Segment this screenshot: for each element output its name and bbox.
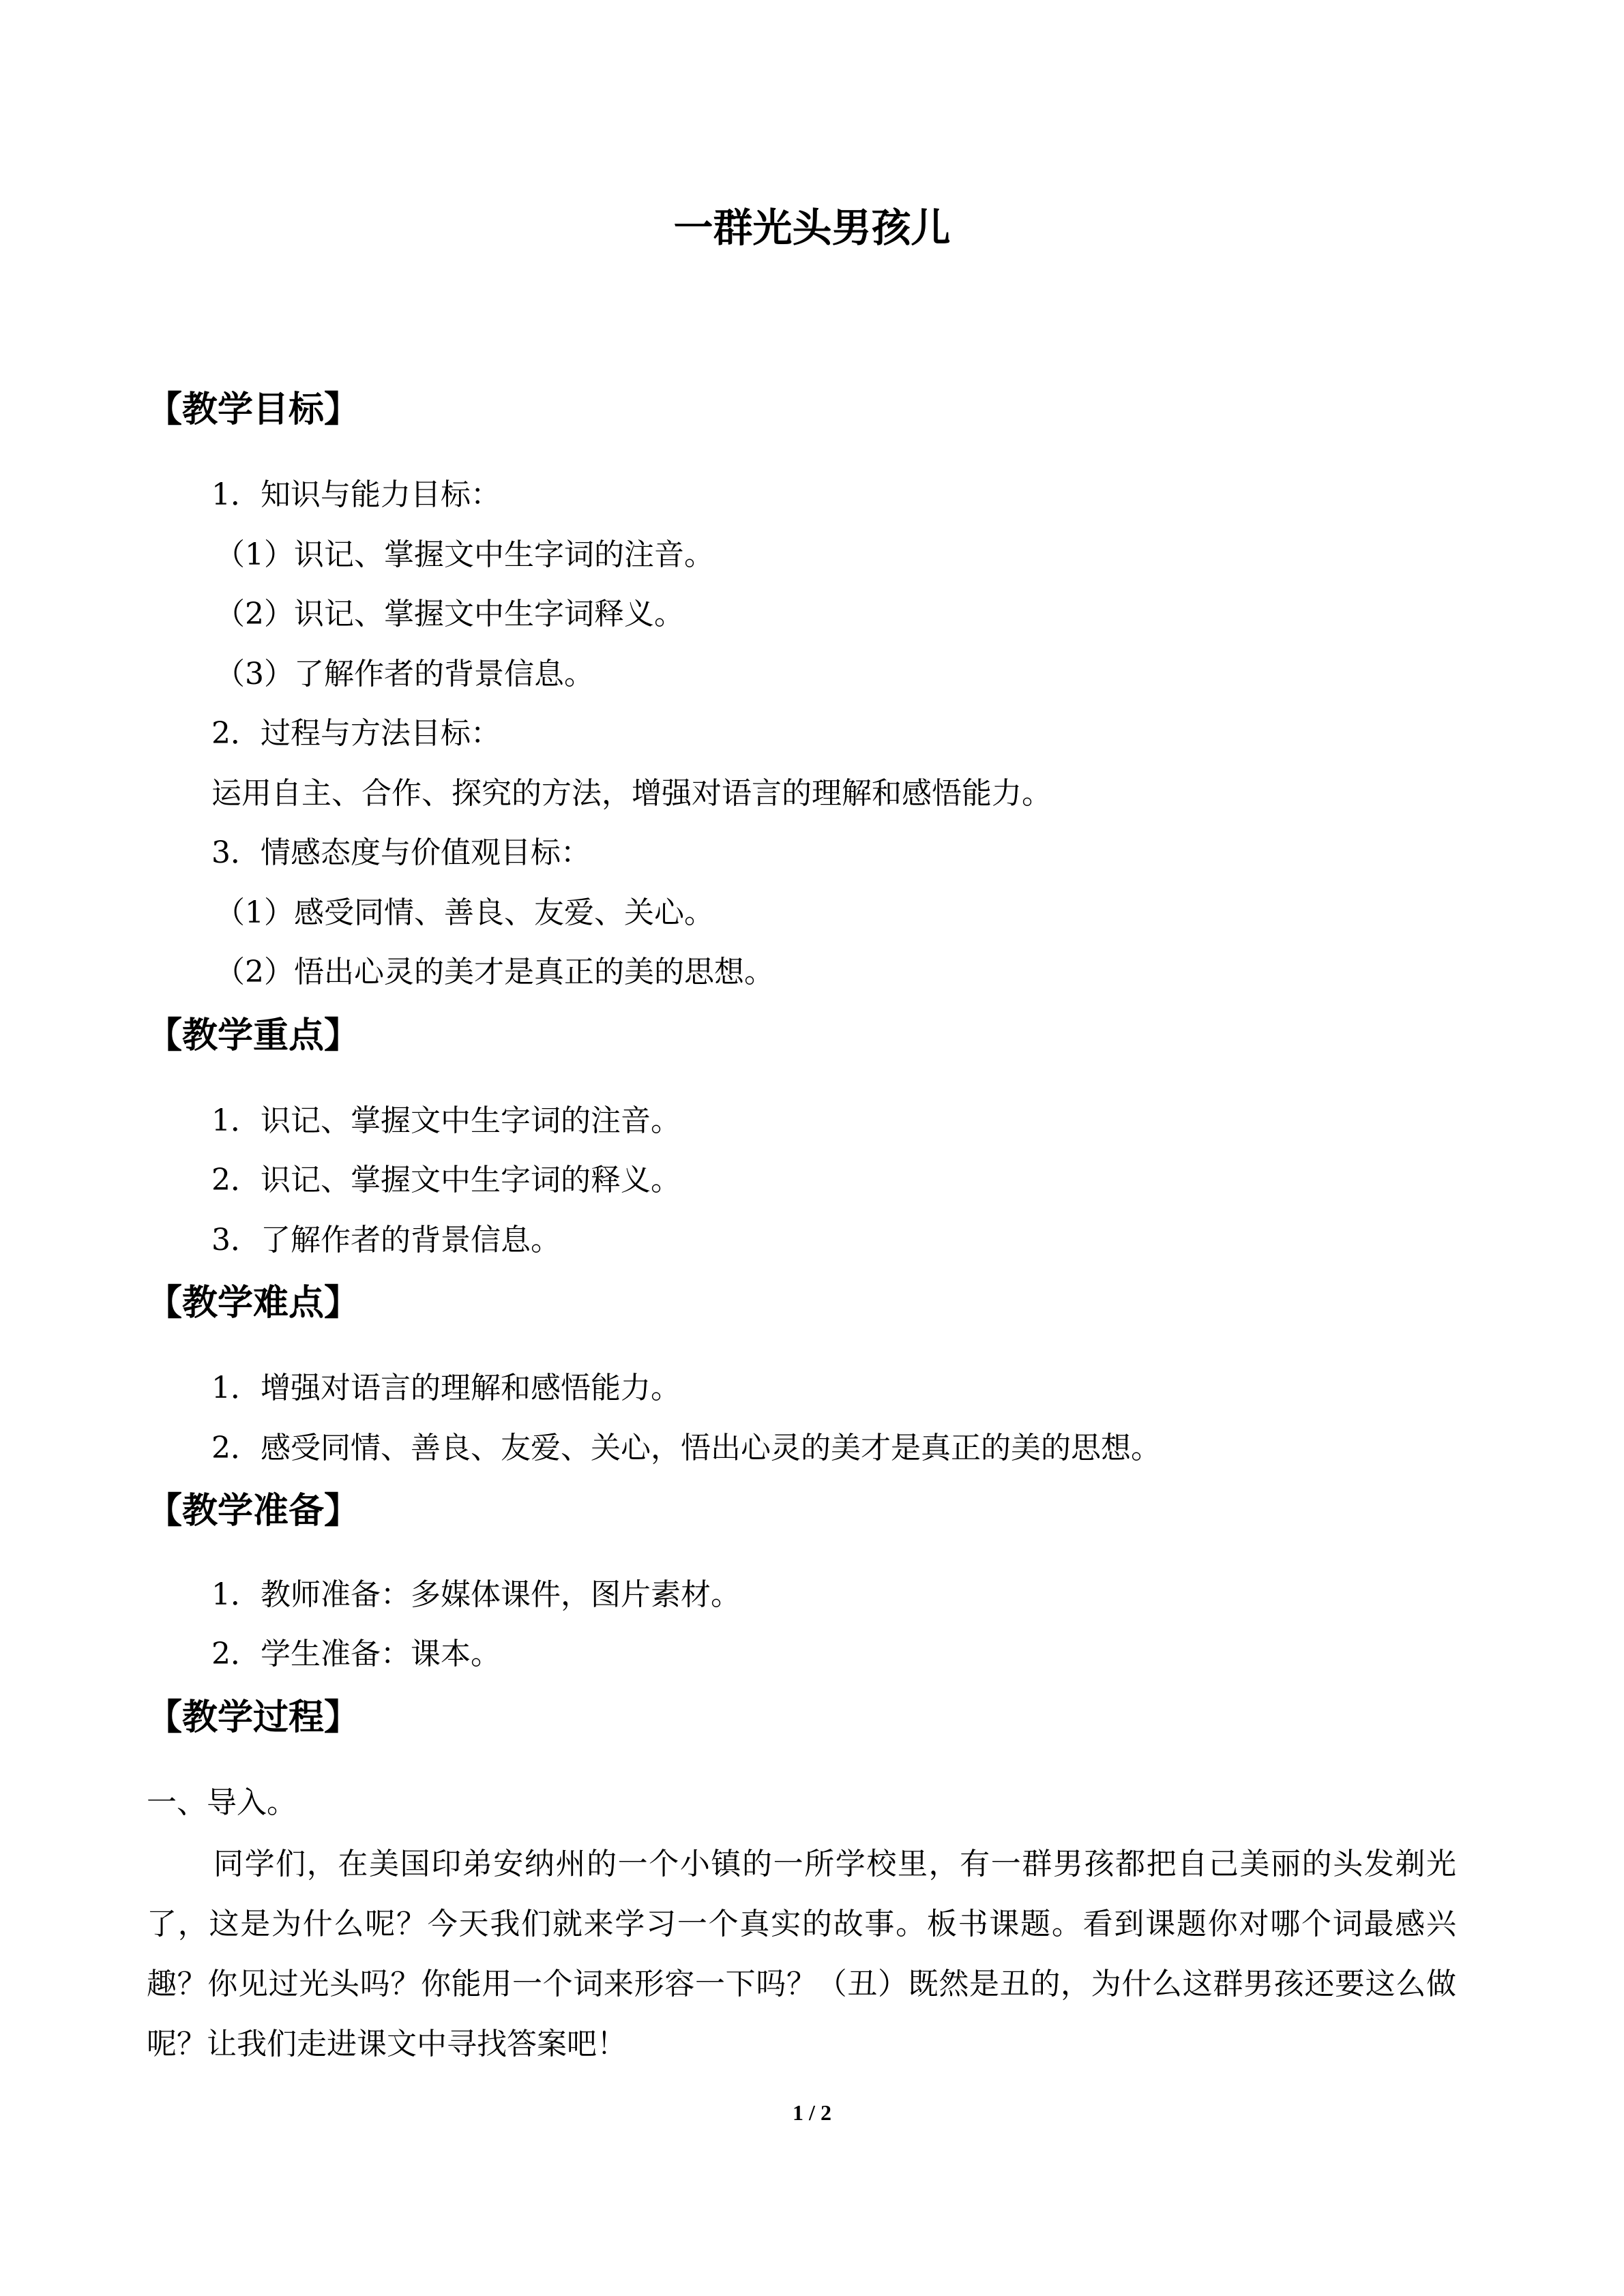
section-heading-difficulties: 【教学难点】 <box>147 1282 360 1324</box>
section-heading-key-points: 【教学重点】 <box>147 1015 360 1056</box>
section-heading-preparation: 【教学准备】 <box>147 1490 360 1532</box>
list-item: 1．教师准备：多媒体课件，图片素材。 <box>211 1577 741 1612</box>
list-item: 运用自主、合作、探究的方法，增强对语言的理解和感悟能力。 <box>211 776 1052 811</box>
page-number: 1 / 2 <box>793 2100 831 2125</box>
list-item: （2）悟出心灵的美才是真正的美的思想。 <box>215 955 774 989</box>
list-item: 2．学生准备：课本。 <box>211 1637 501 1671</box>
list-item: 1．知识与能力目标： <box>211 477 501 512</box>
list-item: 2．过程与方法目标： <box>211 716 501 751</box>
list-item: 1．增强对语言的理解和感悟能力。 <box>211 1371 681 1405</box>
list-item: 1．识记、掌握文中生字词的注音。 <box>211 1103 681 1138</box>
list-item: （2）识记、掌握文中生字词释义。 <box>215 597 684 631</box>
section-heading-objectives: 【教学目标】 <box>147 389 360 430</box>
list-item: （3）了解作者的背景信息。 <box>215 657 594 691</box>
list-item: 3．情感态度与价值观目标： <box>211 835 591 870</box>
list-item: 2．感受同情、善良、友爱、关心，悟出心灵的美才是真正的美的思想。 <box>211 1431 1161 1465</box>
page-title: 一群光头男孩儿 <box>673 205 951 251</box>
list-item: 2．识记、掌握文中生字词的释义。 <box>211 1163 681 1197</box>
section-heading-process: 【教学过程】 <box>147 1697 360 1738</box>
list-item: （1）识记、掌握文中生字词的注音。 <box>215 537 714 572</box>
intro-paragraph: 同学们，在美国印弟安纳州的一个小镇的一所学校里，有一群男孩都把自己美丽的头发剃光了，这是为什么呢？今天我们就来学习一个真实的故事。板书课题。看到课题你对哪个词最感兴趣？你见过光头吗？你能用一个词来形容一下吗？（丑）既然是丑的，为什么这群男孩还要这么做呢？让我们走进课文中寻找答案吧！ <box>147 1847 1456 2061</box>
list-item: （1）感受同情、善良、友爱、关心。 <box>215 895 714 930</box>
list-item: 3．了解作者的背景信息。 <box>211 1223 561 1257</box>
process-step-heading: 一、导入。 <box>147 1785 297 1820</box>
